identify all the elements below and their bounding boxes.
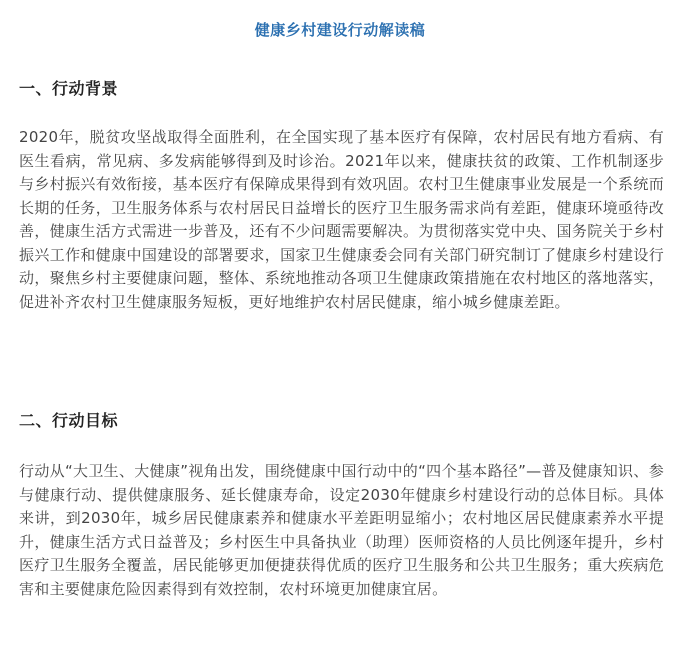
section-heading-goals: 二、行动目标 (19, 411, 119, 430)
section-body-goals: 行动从“大卫生、大健康”视角出发，围绕健康中国行动中的“四个基本路径”—普及健康知识、参与健康行动、提供健康服务、延长健康寿命，设定2030年健康乡村建设行动的总体目标。具体来讲，到2030年，城乡居民健康素养和健康水平差距明显缩小；农村地区居民健康素养水平提升，健康生活方式日益普及；乡村医生中具备执业（助理）医师资格的人员比例逐年提升，乡村医疗卫生服务全覆盖，居民能够更加便捷获得优质的医疗卫生服务和公共卫生服务；重大疾病危害和主要健康危险因素得到有效控制，农村环境更加健康宜居。 (19, 462, 664, 598)
document-title: 健康乡村建设行动解读稿 (254, 21, 426, 39)
section-heading-background: 一、行动背景 (19, 79, 119, 98)
section-body-background: 2020年，脱贫攻坚战取得全面胜利，在全国实现了基本医疗有保障，农村居民有地方看病、有医生看病，常见病、多发病能够得到及时诊治。2021年以来，健康扶贫的政策、工作机制逐步与乡村振兴有效衔接，基本医疗有保障成果得到有效巩固。农村卫生健康事业发展是一个系统而长期的任务，卫生服务体系与农村居民日益增长的医疗卫生服务需求尚有差距，健康环境亟待改善，健康生活方式需进一步普及，还有不少问题需要解决。为贯彻落实党中央、国务院关于乡村振兴工作和健康中国建设的部署要求，国家卫生健康委会同有关部门研究制订了健康乡村建设行动，聚焦乡村主要健康问题，整体、系统地推动各项卫生健康政策措施在农村地区的落地落实，促进补齐农村卫生健康服务短板，更好地维护农村居民健康，缩小城乡健康差距。 (19, 128, 664, 311)
